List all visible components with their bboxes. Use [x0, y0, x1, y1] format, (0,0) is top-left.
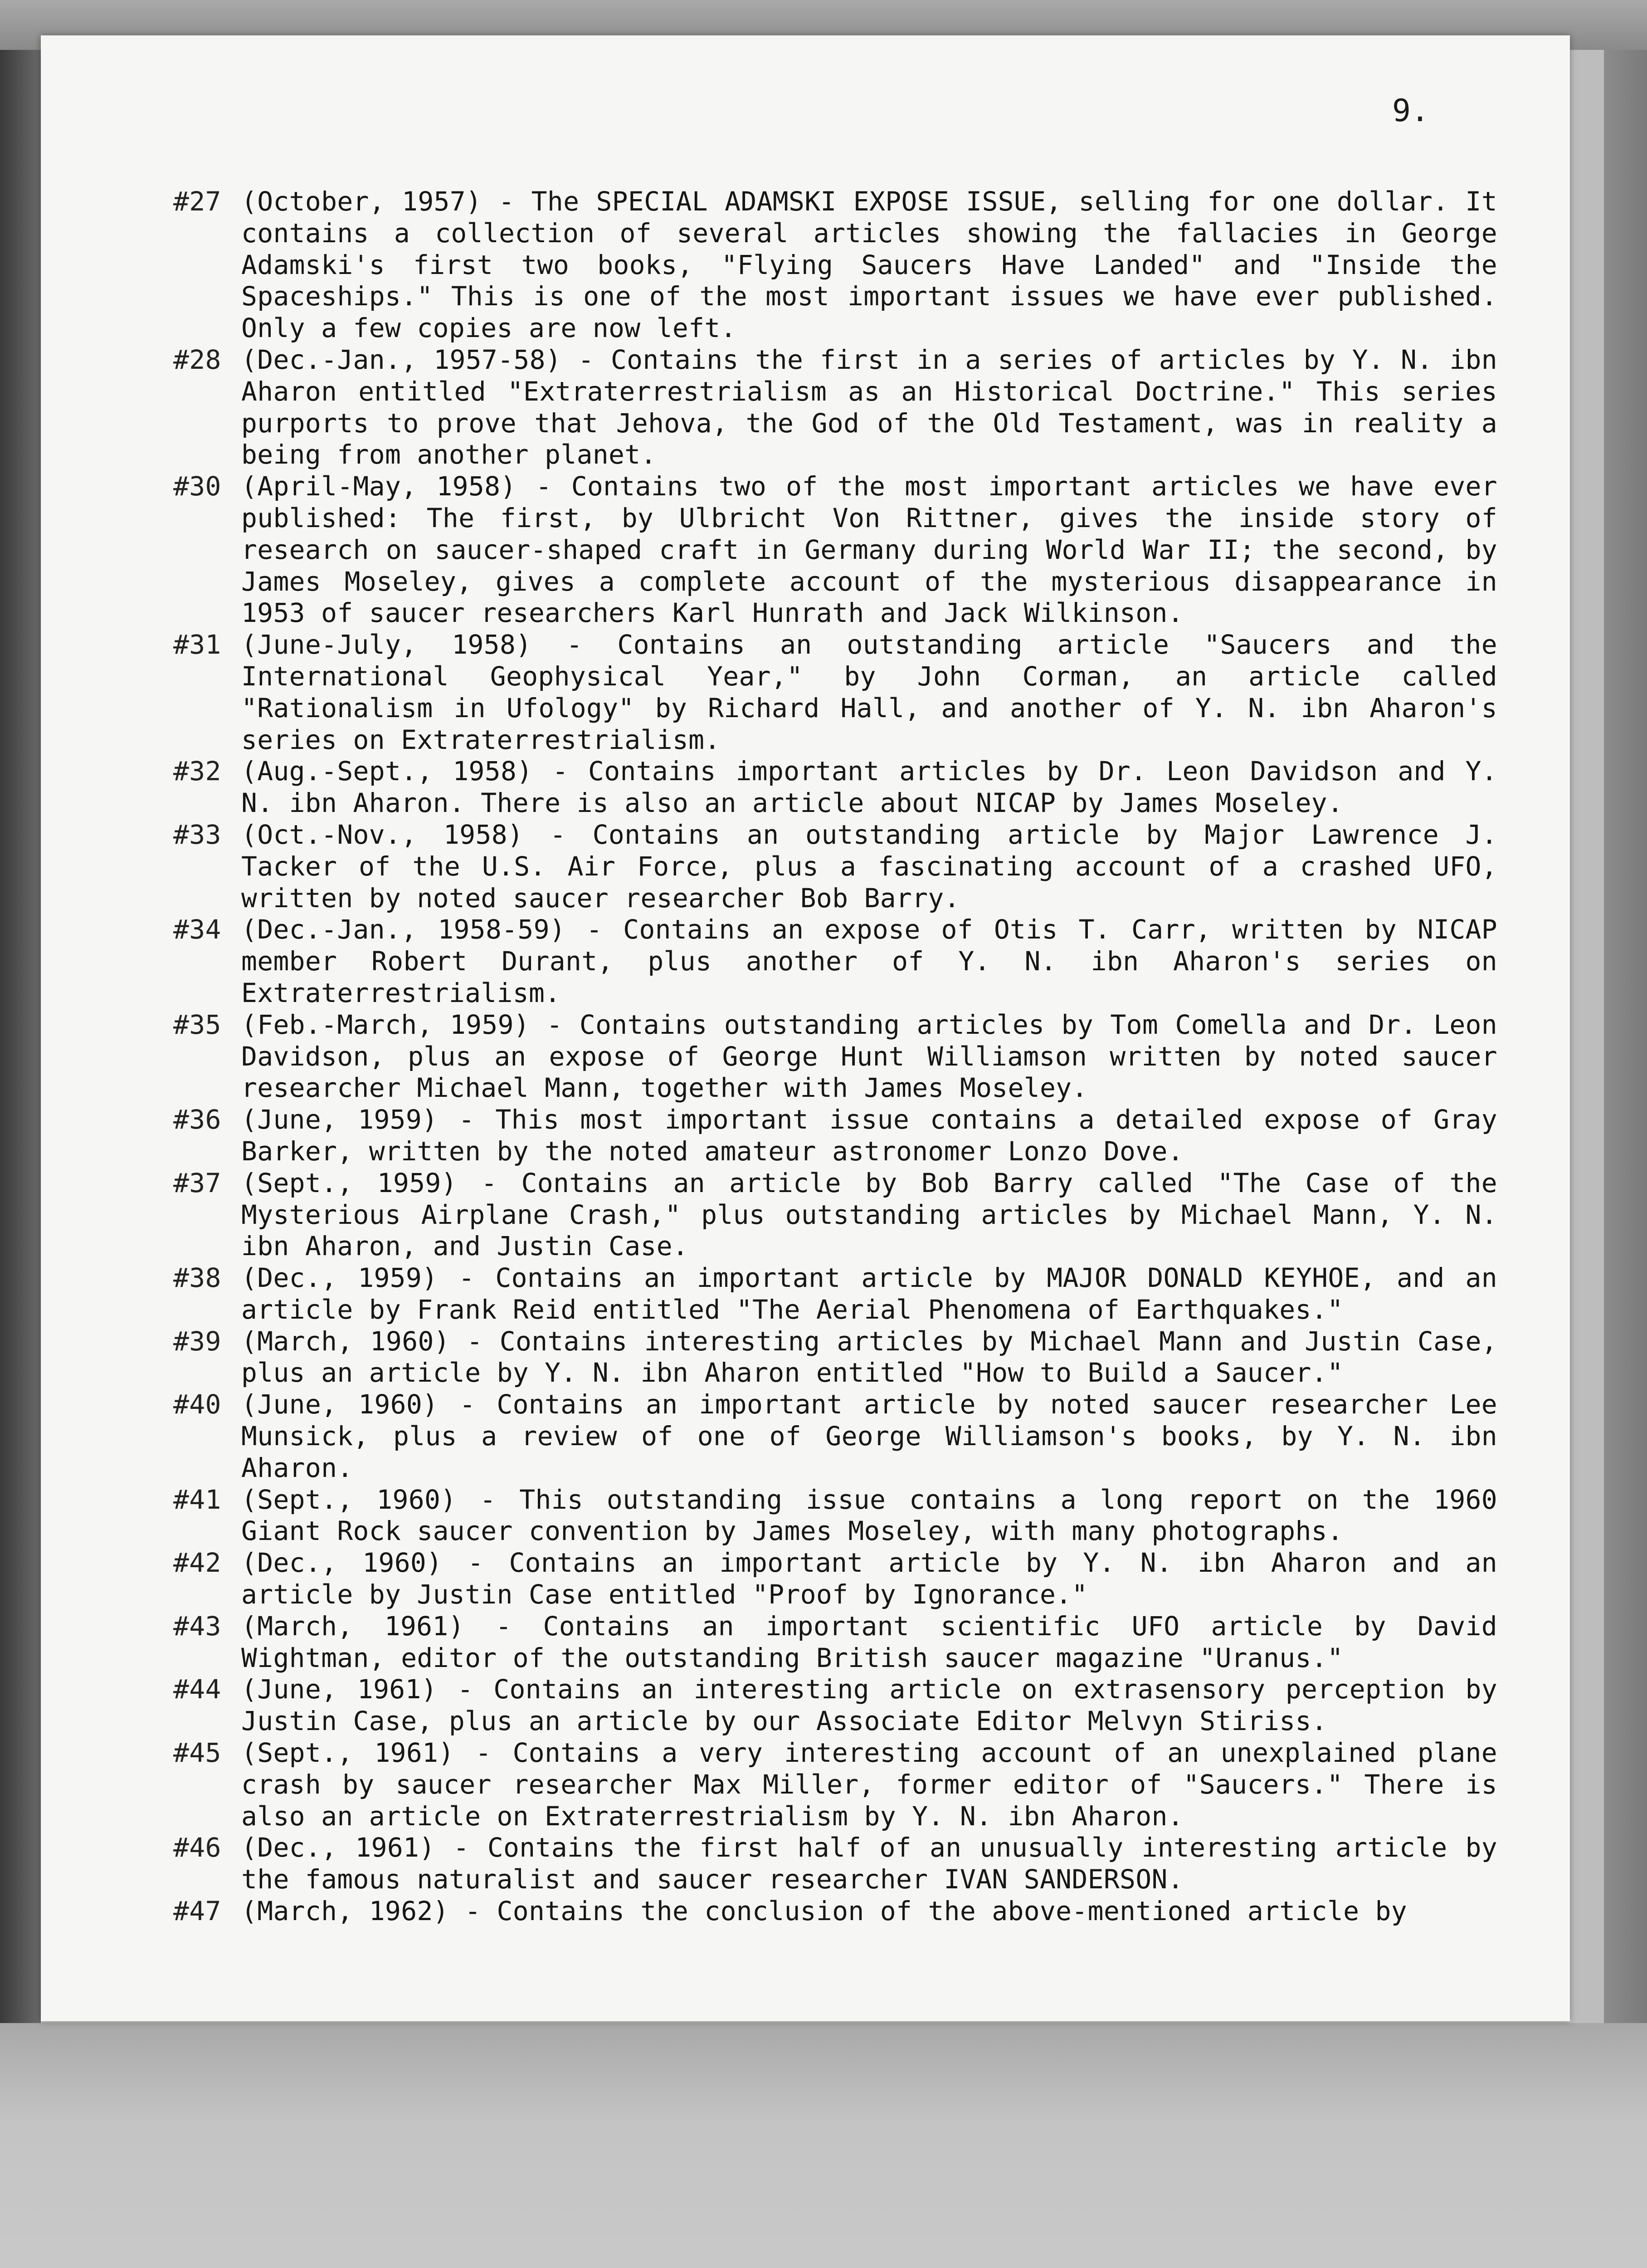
- issue-description: (Sept., 1960) - This outstanding issue contains a long report on the 1960 Giant Rock saucer convention by James Moseley, with many photographs.: [241, 1484, 1497, 1547]
- issue-number: #30: [173, 471, 221, 502]
- issue-description: (Oct.-Nov., 1958) - Contains an outstanding article by Major Lawrence J. Tacker of the U.S. Air Force, plus a fascinating account of a crashed UFO, written by noted saucer researcher Bob Barry.: [241, 819, 1497, 914]
- issue-entry-27: [173, 186, 1497, 344]
- issue-number: #35: [173, 1009, 221, 1040]
- issue-entry-39: [173, 1326, 1497, 1389]
- issue-description: (March, 1961) - Contains an important scientific UFO article by David Wightman, editor of the outstanding British saucer magazine "Uranus.": [241, 1610, 1497, 1673]
- issue-entry-30: [173, 471, 1497, 629]
- issue-entry-38: [173, 1262, 1497, 1326]
- issue-number: #27: [173, 186, 221, 217]
- issue-number: #31: [173, 629, 221, 660]
- issue-description: (October, 1957) - The SPECIAL ADAMSKI EXPOSE ISSUE, selling for one dollar. It contains a collection of several articles showing the fallacies in George Adamski's first two books, "Flying Saucers Have Landed" and "Inside the Spaceships." This is one of the most important issues we have ever published. Only a few copies are now left.: [241, 186, 1497, 344]
- issue-entry-42: [173, 1547, 1497, 1611]
- issue-description: (Dec.-Jan., 1958-59) - Contains an expose of Otis T. Carr, written by NICAP member Robert Durant, plus another of Y. N. ibn Aharon's series on Extraterrestrialism.: [241, 914, 1497, 1008]
- scan-backdrop-bottom: [0, 2023, 1647, 2268]
- scan-backdrop-right: [1604, 50, 1647, 2028]
- issue-description: (Dec., 1959) - Contains an important article by MAJOR DONALD KEYHOE, and an article by Frank Reid entitled "The Aerial Phenomena of Earthquakes.": [241, 1262, 1497, 1325]
- issue-entry-28: [173, 344, 1497, 471]
- issue-entry-46: [173, 1832, 1497, 1896]
- issue-entry-44: [173, 1674, 1497, 1737]
- issue-list: [173, 186, 1497, 1927]
- issue-number: #37: [173, 1167, 221, 1198]
- issue-description: (June, 1959) - This most important issue contains a detailed expose of Gray Barker, written by the noted amateur astronomer Lonzo Dove.: [241, 1104, 1497, 1167]
- issue-description: (June-July, 1958) - Contains an outstanding article "Saucers and the International Geophysical Year," by John Corman, an article called "Rationalism in Ufology" by Richard Hall, and another of Y. N. ibn Aharon's series on Extraterrestrialism.: [241, 629, 1497, 755]
- issue-description: (June, 1960) - Contains an important article by noted saucer researcher Lee Munsick, plus a review of one of George Williamson's books, by Y. N. ibn Aharon.: [241, 1389, 1497, 1483]
- issue-entry-31: [173, 629, 1497, 756]
- issue-number: #38: [173, 1262, 221, 1294]
- issue-entry-35: [173, 1009, 1497, 1104]
- issue-number: #28: [173, 344, 221, 375]
- issue-number: #41: [173, 1484, 221, 1515]
- issue-number: #34: [173, 914, 221, 945]
- issue-number: #39: [173, 1325, 221, 1357]
- issue-description: (Sept., 1959) - Contains an article by Bob Barry called "The Case of the Mysterious Airplane Crash," plus outstanding articles by Michael Mann, Y. N. ibn Aharon, and Justin Case.: [241, 1167, 1497, 1262]
- issue-number: #47: [173, 1896, 221, 1927]
- issue-number: #42: [173, 1547, 221, 1579]
- issue-description: (Sept., 1961) - Contains a very interesting account of an unexplained plane crash by saucer researcher Max Miller, former editor of "Saucers." There is also an article on Extraterrestrialism by Y. N. ibn Aharon.: [241, 1737, 1497, 1832]
- issue-description: (Dec.-Jan., 1957-58) - Contains the first in a series of articles by Y. N. ibn Aharon entitled "Extraterrestrialism as an Historical Doctrine." This series purports to prove that Jehova, the God of the Old Testament, was in reality a being from another planet.: [241, 344, 1497, 470]
- issue-description: (Dec., 1960) - Contains an important article by Y. N. ibn Aharon and an article by Justin Case entitled "Proof by Ignorance.": [241, 1547, 1497, 1610]
- issue-number: #43: [173, 1610, 221, 1642]
- issue-description: (March, 1962) - Contains the conclusion of the above-mentioned article by: [241, 1896, 1407, 1927]
- issue-entry-37: [173, 1168, 1497, 1262]
- issue-entry-43: [173, 1611, 1497, 1674]
- issue-entry-32: [173, 756, 1497, 819]
- issue-number: #40: [173, 1389, 221, 1420]
- issue-entry-45: [173, 1737, 1497, 1832]
- issue-description: (March, 1960) - Contains interesting articles by Michael Mann and Justin Case, plus an article by Y. N. ibn Aharon entitled "How to Build a Saucer.": [241, 1325, 1497, 1388]
- issue-entry-36: [173, 1104, 1497, 1168]
- page-number: 9.: [1392, 93, 1429, 129]
- issue-description: (Dec., 1961) - Contains the first half of an unusually interesting article by the famous naturalist and saucer researcher IVAN SANDERSON.: [241, 1832, 1497, 1895]
- issue-description: (Aug.-Sept., 1958) - Contains important articles by Dr. Leon Davidson and Y. N. ibn Aharon. There is also an article about NICAP by James Moseley.: [241, 756, 1497, 819]
- issue-entry-40: [173, 1389, 1497, 1484]
- scan-backdrop-left: [0, 50, 41, 2028]
- issue-number: #46: [173, 1832, 221, 1863]
- issue-number: #44: [173, 1674, 221, 1705]
- issue-number: #36: [173, 1104, 221, 1135]
- issue-description: (June, 1961) - Contains an interesting article on extrasensory perception by Justin Case, plus an article by our Associate Editor Melvyn Stiriss.: [241, 1674, 1497, 1737]
- issue-entry-34: [173, 914, 1497, 1009]
- issue-entry-41: [173, 1484, 1497, 1548]
- issue-entry-33: [173, 819, 1497, 914]
- issue-description: (April-May, 1958) - Contains two of the most important articles we have ever published: The first, by Ulbricht Von Rittner, gives the inside story of research on saucer-shaped craft in Germany during World War II; the second, by James Moseley, gives a complete account of the mysterious disappearance in 1953 of saucer researchers Karl Hunrath and Jack Wilkinson.: [241, 471, 1497, 629]
- issue-number: #45: [173, 1737, 221, 1769]
- issue-number: #32: [173, 756, 221, 787]
- issue-number: #33: [173, 819, 221, 850]
- issue-entry-47: [173, 1896, 1497, 1927]
- issue-description: (Feb.-March, 1959) - Contains outstanding articles by Tom Comella and Dr. Leon Davidson, plus an expose of George Hunt Williamson written by noted saucer researcher Michael Mann, together with James Moseley.: [241, 1009, 1497, 1104]
